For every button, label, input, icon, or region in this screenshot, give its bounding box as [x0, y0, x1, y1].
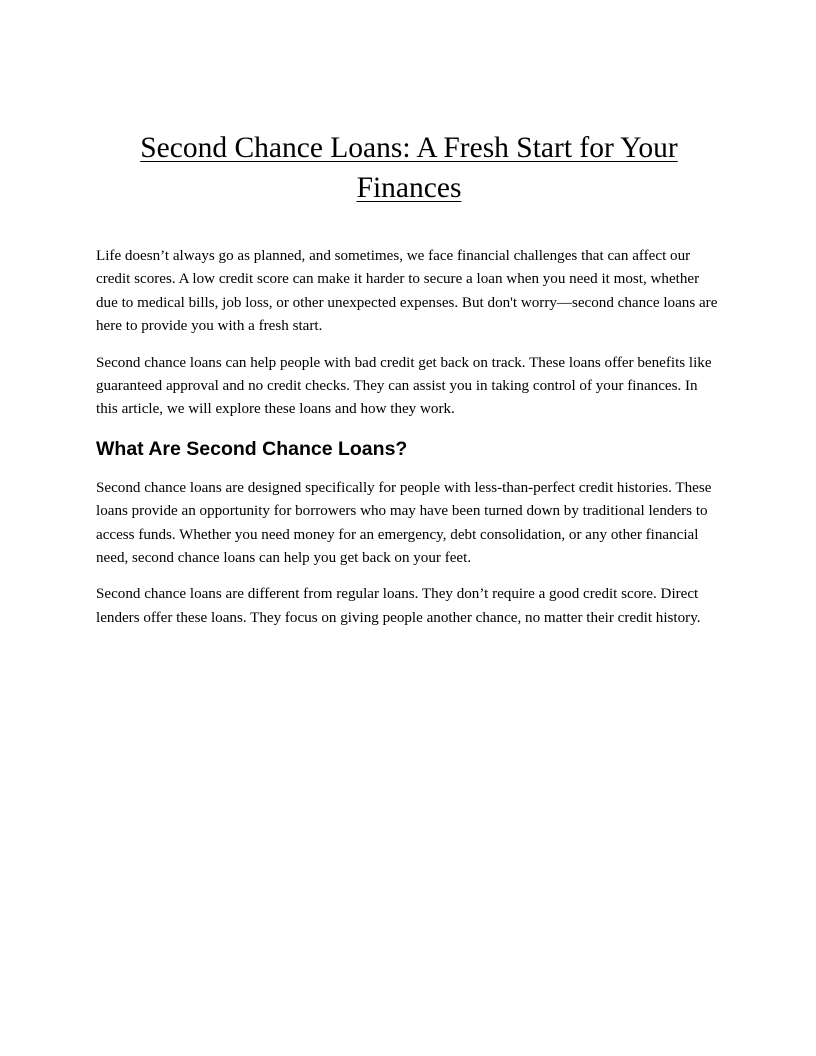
intro-paragraph-2: Second chance loans can help people with bad credit get back on track. These loans offer benefits like guaranteed approval and no credit checks. They can assist you in taking control of your finances. In this article, we will explore these loans and how they work. — [96, 354, 712, 418]
intro-paragraph-1: Life doesn’t always go as planned, and sometimes, we face financial challenges that can affect our credit scores. A low credit score can make it harder to secure a loan when you need it most, whether due to medical bills, job loss, or other unexpected expenses. But don't worry—second chance loans are here to provide you with a fresh start. — [96, 248, 718, 335]
section-paragraph-2: Second chance loans are different from regular loans. They don’t require a good credit score. Direct lenders offer these loans. They focus on giving people another chance, no matter their credit history. — [96, 586, 701, 626]
section-paragraph-1: Second chance loans are designed specifically for people with less-than-perfect credit histories. These loans provide an opportunity for borrowers who may have been turned down by traditional lenders to access funds. Whether you need money for an emergency, debt consolidation, or any other financial need, second chance loans can help you get back on your feet. — [96, 479, 712, 567]
section-heading: What Are Second Chance Loans? — [96, 437, 408, 460]
document-title: Second Chance Loans: A Fresh Start for Your Finances — [140, 132, 678, 204]
document-page — [96, 128, 722, 630]
